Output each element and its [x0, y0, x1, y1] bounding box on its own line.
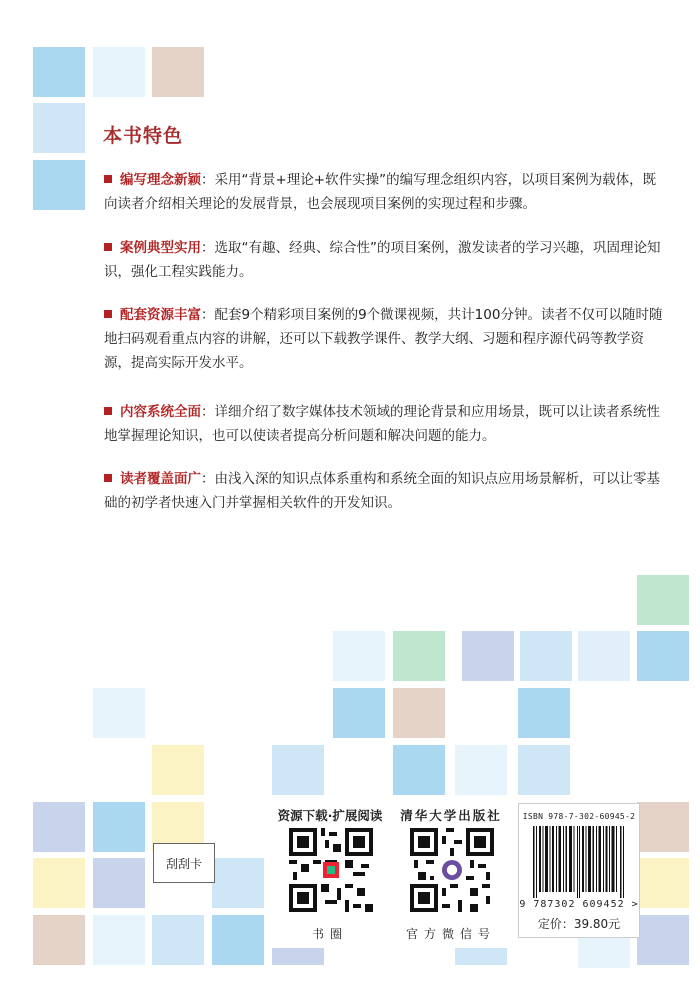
decor-square [637, 915, 689, 965]
qr-label-right: 清华大学出版社 [400, 808, 502, 823]
feature-lead: 内容系统全面 [120, 404, 201, 420]
decor-square [393, 688, 445, 738]
decor-square [93, 858, 145, 908]
decor-square [272, 745, 324, 795]
decor-square [455, 745, 507, 795]
decor-square [637, 802, 689, 852]
feature-item [104, 400, 664, 448]
feature-text: ：由浅入深的知识点体系重构和系统全面的知识点应用场景解析，可以让零基础的初学者快速入门并掌握相关软件的开发知识。 [104, 471, 660, 511]
section-title: 本书特色 [103, 125, 184, 147]
qr-code-icon[interactable] [289, 828, 373, 912]
qr-caption-right: 官方微信号 [405, 927, 496, 941]
feature-lead: 读者覆盖面广 [120, 471, 201, 487]
decor-square [637, 858, 689, 908]
decor-square [518, 688, 570, 738]
decor-square [637, 575, 689, 625]
decor-square [33, 103, 85, 153]
barcode-number: 9 787302 609452 > [519, 899, 639, 910]
decor-square [212, 915, 264, 965]
feature-item [104, 467, 664, 515]
decor-square [33, 915, 85, 965]
decor-square [33, 47, 85, 97]
feature-text: ：配套9个精彩项目案例的9个微课视频，共计100分钟。读者不仅可以随时随地扫码观看重点内容的讲解，还可以下载教学课件、教学大纲、习题和程序源代码等教学资源，提高实际开发水平。 [104, 307, 663, 371]
feature-item [104, 168, 664, 216]
decor-square [93, 915, 145, 965]
feature-text: ：详细介绍了数字媒体技术领域的理论背景和应用场景，既可以让读者系统性地掌握理论知识，也可以使读者提高分析问题和解决问题的能力。 [104, 404, 660, 444]
decor-square [333, 631, 385, 681]
decor-square [152, 47, 204, 97]
qr-caption-left: 书圈 [311, 927, 348, 941]
feature-lead: 案例典型实用 [120, 240, 201, 256]
decor-square [393, 631, 445, 681]
bullet-icon [104, 474, 112, 482]
decor-square [393, 745, 445, 795]
bullet-icon [104, 175, 112, 183]
feature-lead: 编写理念新颖 [120, 172, 201, 188]
price-label: 定价：39.80元 [537, 917, 621, 931]
qr-code-icon[interactable] [410, 828, 494, 912]
decor-square [93, 688, 145, 738]
decor-square [33, 160, 85, 210]
bullet-icon [104, 310, 112, 318]
decor-square [518, 745, 570, 795]
decor-square [93, 47, 145, 97]
decor-square [578, 631, 630, 681]
decor-square [33, 858, 85, 908]
bullet-icon [104, 243, 112, 251]
barcode-panel [518, 803, 640, 938]
decor-square [333, 688, 385, 738]
feature-lead: 配套资源丰富 [120, 307, 201, 323]
decor-square [462, 631, 514, 681]
decor-square [33, 802, 85, 852]
feature-text: ：选取“有趣、经典、综合性”的项目案例，激发读者的学习兴趣，巩固理论知识，强化工程实践能力。 [104, 240, 661, 280]
qr-label-left: 资源下载·扩展阅读 [277, 808, 383, 823]
decor-square [212, 858, 264, 908]
decor-square [152, 745, 204, 795]
feature-item [104, 236, 664, 284]
decor-square [93, 802, 145, 852]
scratch-card[interactable]: 刮刮卡 [153, 843, 215, 883]
feature-item [104, 303, 664, 375]
decor-square [578, 936, 630, 968]
decor-square [152, 915, 204, 965]
isbn-text: ISBN 978-7-302-60945-2 [522, 812, 636, 821]
barcode-icon [533, 826, 625, 898]
feature-text: ：采用“背景+理论+软件实操”的编写理念组织内容，以项目案例为载体，既向读者介绍相关理论的发展背景，也会展现项目案例的实现过程和步骤。 [104, 172, 657, 212]
bullet-icon [104, 407, 112, 415]
decor-square [520, 631, 572, 681]
decor-square [637, 631, 689, 681]
